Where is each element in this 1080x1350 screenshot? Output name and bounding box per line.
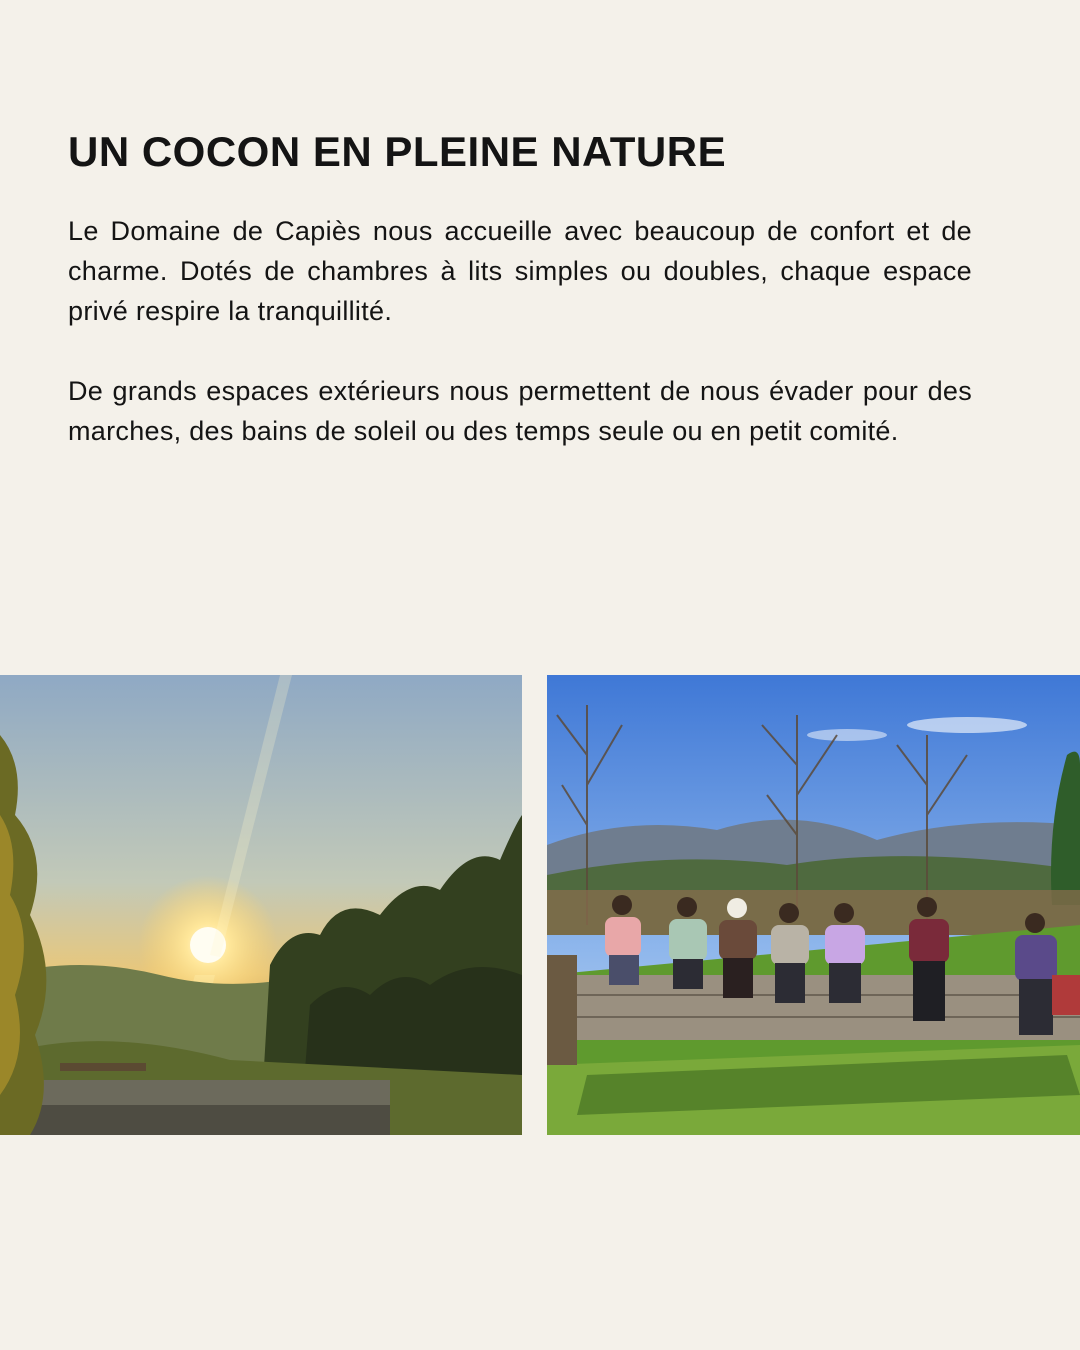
page-title: UN COCON EN PLEINE NATURE: [68, 128, 727, 175]
sunset-photo: [0, 675, 522, 1135]
paragraph-accommodation: Le Domaine de Capiès nous accueille avec beaucoup de confort et de charme. Dotés de chambres à lits simples ou doubles, chaque espace privé respire la tranquillité.: [68, 216, 972, 326]
group-journaling-photo: [547, 675, 1080, 1135]
intro-text: [68, 211, 972, 491]
paragraph-outdoor: De grands espaces extérieurs nous permettent de nous évader pour des marches, des bains de soleil ou des temps seule ou en petit comité.: [68, 376, 972, 446]
